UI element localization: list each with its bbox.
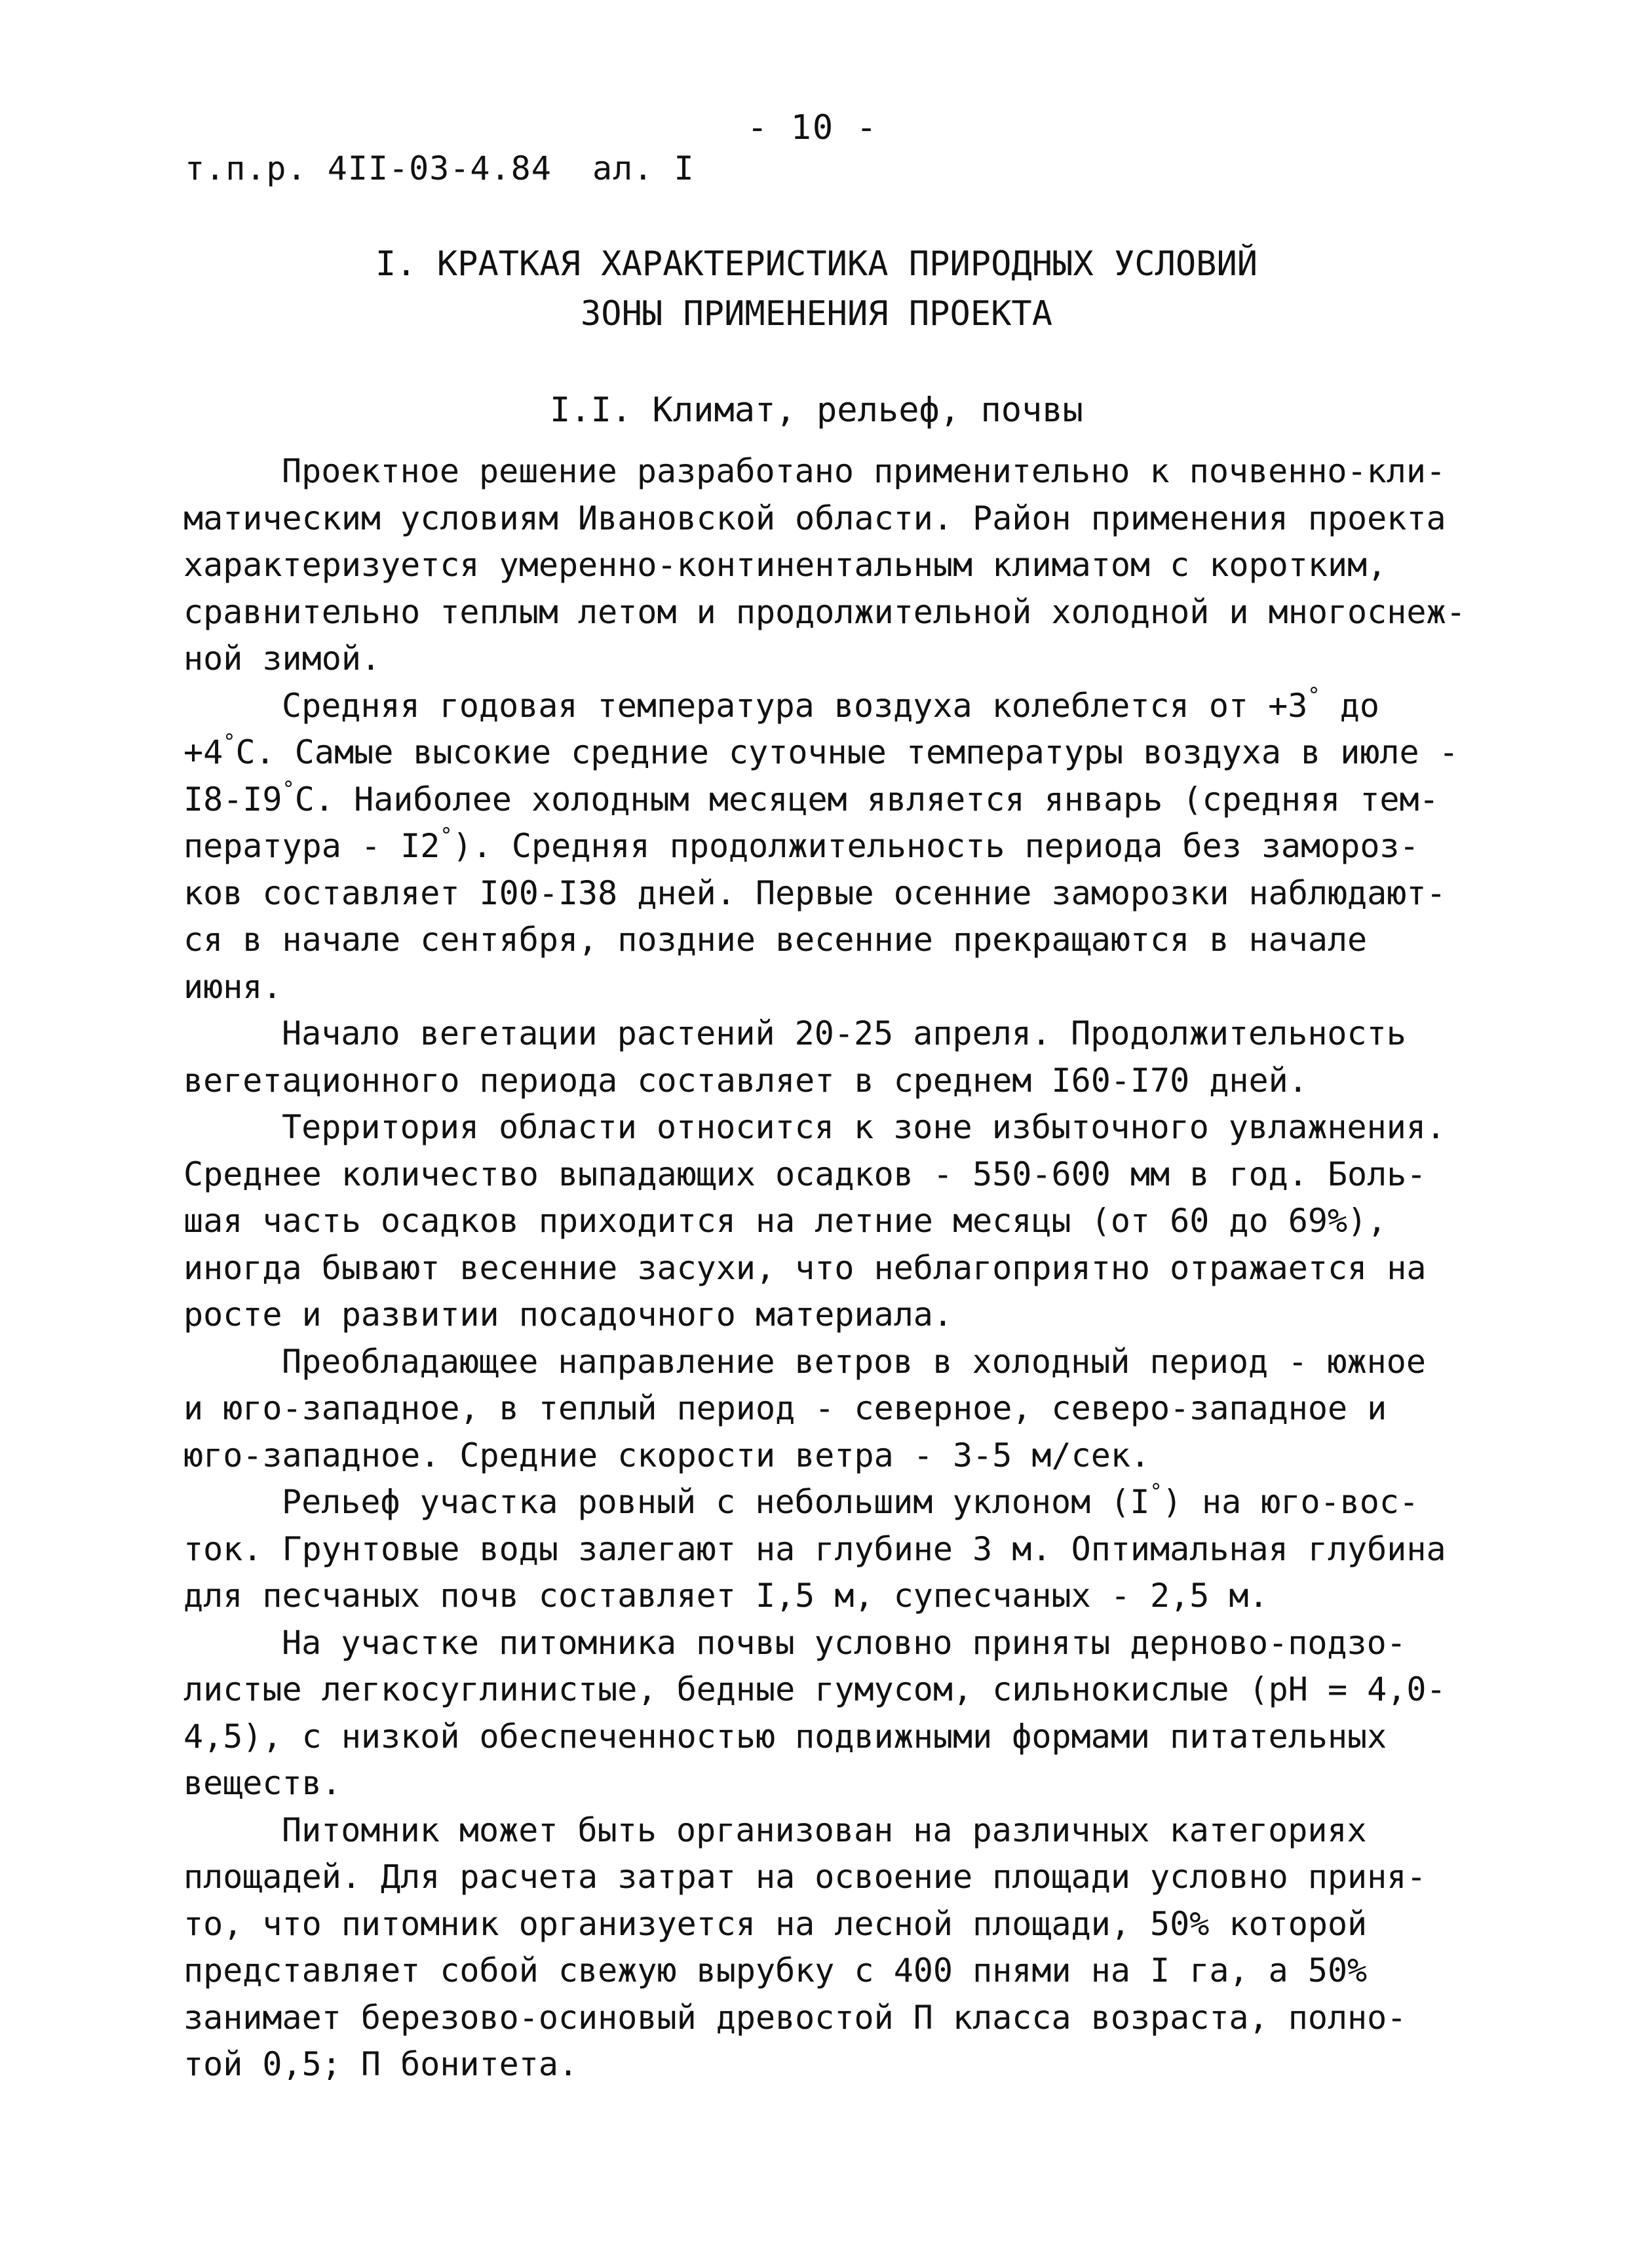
text-line: ков составляет I00-I38 дней. Первые осенние заморозки наблюдают- (183, 874, 1446, 912)
degree-sign: ° (282, 776, 295, 801)
body-text (183, 448, 1468, 2088)
text-line: Проектное решение разработано применительно к почвенно-кли- (282, 452, 1446, 490)
text-line: занимает березово-осиновый древостой П класса возраста, полно- (183, 1998, 1407, 2037)
chapter-title-line-2: ЗОНЫ ПРИМЕНЕНИЯ ПРОЕКТА (580, 294, 1053, 334)
text-line: На участке питомника почвы условно приняты дерново-подзо- (282, 1623, 1406, 1662)
text-line: ся в начале сентября, поздние весенние прекращаются в начале (183, 921, 1368, 959)
text-line: шая часть осадков приходится на летние месяцы (от 60 до 69%), (183, 1202, 1387, 1240)
text-fragment: +4 (183, 733, 223, 771)
text-line (183, 729, 1468, 777)
page-number: - 10 - (747, 108, 878, 147)
text-line: вегетационного периода составляет в среднем I60-I70 дней. (183, 1061, 1308, 1100)
text-fragment: до (1320, 686, 1379, 725)
chapter-title-line-1: I. КРАТКАЯ ХАРАКТЕРИСТИКА ПРИРОДНЫХ УСЛОВИЙ (375, 244, 1258, 284)
text-fragment: ). Средняя продолжительность периода без замороз- (452, 827, 1419, 865)
text-line: для песчаных почв составляет I,5 м, супесчаных - 2,5 м. (183, 1577, 1269, 1615)
text-line: июня. (183, 967, 282, 1006)
text-line: то, что питомник организуется на лесной площади, 50% которой (183, 1904, 1368, 1943)
text-fragment: ) на юго-вос- (1162, 1483, 1419, 1521)
text-line: представляет собой свежую вырубку с 400 пнями на I га, а 50% (183, 1951, 1368, 1989)
text-line: площадей. Для расчета затрат на освоение площади условно приня- (183, 1858, 1427, 1896)
text-line (183, 1479, 1468, 1526)
text-fragment: Рельеф участка ровный с небольшим уклоном (I (282, 1483, 1150, 1521)
text-line: той 0,5; П бонитета. (183, 2045, 579, 2083)
text-line: Начало вегетации растений 20-25 апреля. Продолжительность (282, 1014, 1406, 1052)
section-title: I.I. Климат, рельеф, почвы (550, 391, 1083, 430)
degree-sign: ° (1307, 682, 1320, 708)
text-line (183, 777, 1468, 824)
text-line: ток. Грунтовые воды залегают на глубине 3 м. Оптимальная глубина (183, 1529, 1446, 1568)
document-code: т.п.р. 4II-03-4.84 ал. I (185, 149, 695, 187)
text-line: иногда бывают весенние засухи, что неблагоприятно отражается на (183, 1248, 1427, 1287)
degree-sign: ° (1149, 1479, 1162, 1504)
text-line: характеризуется умеренно-континентальным климатом с коротким, (183, 546, 1387, 584)
text-fragment: пература - I2 (183, 827, 440, 865)
text-line: и юго-западное, в теплый период - северное, северо-западное и (183, 1389, 1387, 1427)
text-line: листые легкосуглинистые, бедные гумусом, сильнокислые (pH = 4,0- (183, 1670, 1446, 1708)
text-line: веществ. (183, 1764, 341, 1802)
text-line: Среднее количество выпадающих осадков - 550-600 мм в год. Боль- (183, 1155, 1427, 1193)
chapter-title (197, 239, 1436, 339)
degree-sign: ° (440, 823, 453, 848)
text-line (183, 823, 1468, 870)
text-line: Питомник может быть организован на различных категориях (282, 1811, 1367, 1849)
text-line: юго-западное. Средние скорости ветра - 3-5 м/сек. (183, 1436, 1151, 1474)
text-line: ной зимой. (183, 640, 381, 678)
text-fragment: С. Наиболее холодным месяцем является январь (средняя тем- (294, 780, 1439, 818)
text-fragment: С. Самые высокие средние суточные температуры воздуха в июле - (235, 733, 1459, 771)
degree-sign: ° (223, 729, 236, 754)
text-line: Преобладающее направление ветров в холодный период - южное (282, 1342, 1426, 1381)
text-line: матическим условиям Ивановской области. Район применения проекта (183, 499, 1446, 537)
text-fragment: Средняя годовая температура воздуха колеблется от +3 (282, 686, 1308, 725)
text-fragment: I8-I9 (183, 780, 282, 818)
text-line: росте и развитии посадочного материала. (183, 1296, 953, 1334)
text-line: 4,5), с низкой обеспеченностью подвижными формами питательных (183, 1717, 1387, 1756)
text-line: Территория области относится к зоне избыточного увлажнения. (282, 1108, 1446, 1146)
text-line (183, 683, 1468, 730)
text-line: сравнительно теплым летом и продолжительной холодной и многоснеж- (183, 592, 1466, 631)
